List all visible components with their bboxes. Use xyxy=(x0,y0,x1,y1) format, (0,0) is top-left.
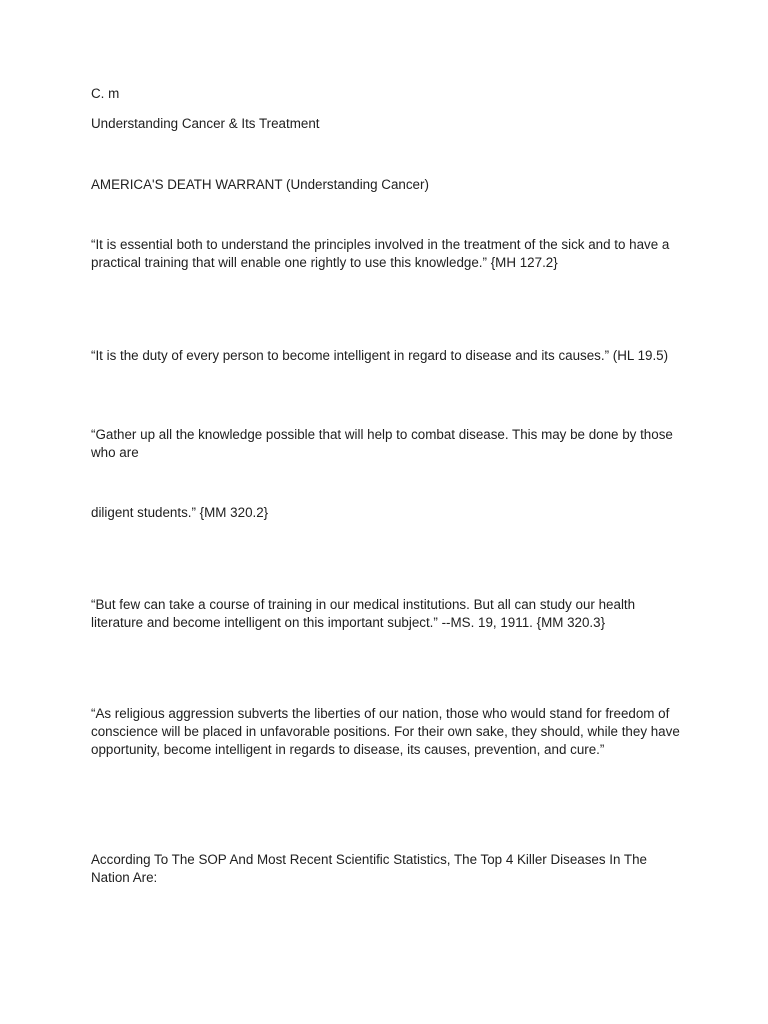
quote-paragraph-mm: “But few can take a course of training in our medical institutions. But all can study our health literature and become intelligent on this important subject.” --MS. 19, 1911. {MM 320.3} xyxy=(91,597,636,630)
quote-paragraph-religious-aggression: “As religious aggression subverts the liberties of our nation, those who would stand for freedom of conscience will be placed in unfavorable positions. For their own sake, they should, while they have opportunity, become intelligent in regards to disease, its causes, prevention, and cure.” xyxy=(91,706,680,757)
killer-diseases-intro: According To The SOP And Most Recent Scientific Statistics, The Top 4 Killer Diseases In The Nation Are: xyxy=(91,852,647,885)
quote-paragraph-gather: “Gather up all the knowledge possible that will help to combat disease. This may be done by those who are xyxy=(91,427,673,460)
quote-paragraph-hl: “It is the duty of every person to become intelligent in regard to disease and its causes.” (HL 19.5) xyxy=(91,348,669,363)
section-heading: AMERICA'S DEATH WARRANT (Understanding Cancer) xyxy=(91,177,429,192)
quote-paragraph-mh: “It is essential both to understand the principles involved in the treatment of the sick and to have a practical training that will enable one rightly to use this knowledge.” {MH 127.2} xyxy=(91,237,670,270)
quote-paragraph-continuation: diligent students.” {MM 320.2} xyxy=(91,505,269,520)
document-title: Understanding Cancer & Its Treatment xyxy=(91,116,320,131)
author-initials: C. m xyxy=(91,86,120,101)
